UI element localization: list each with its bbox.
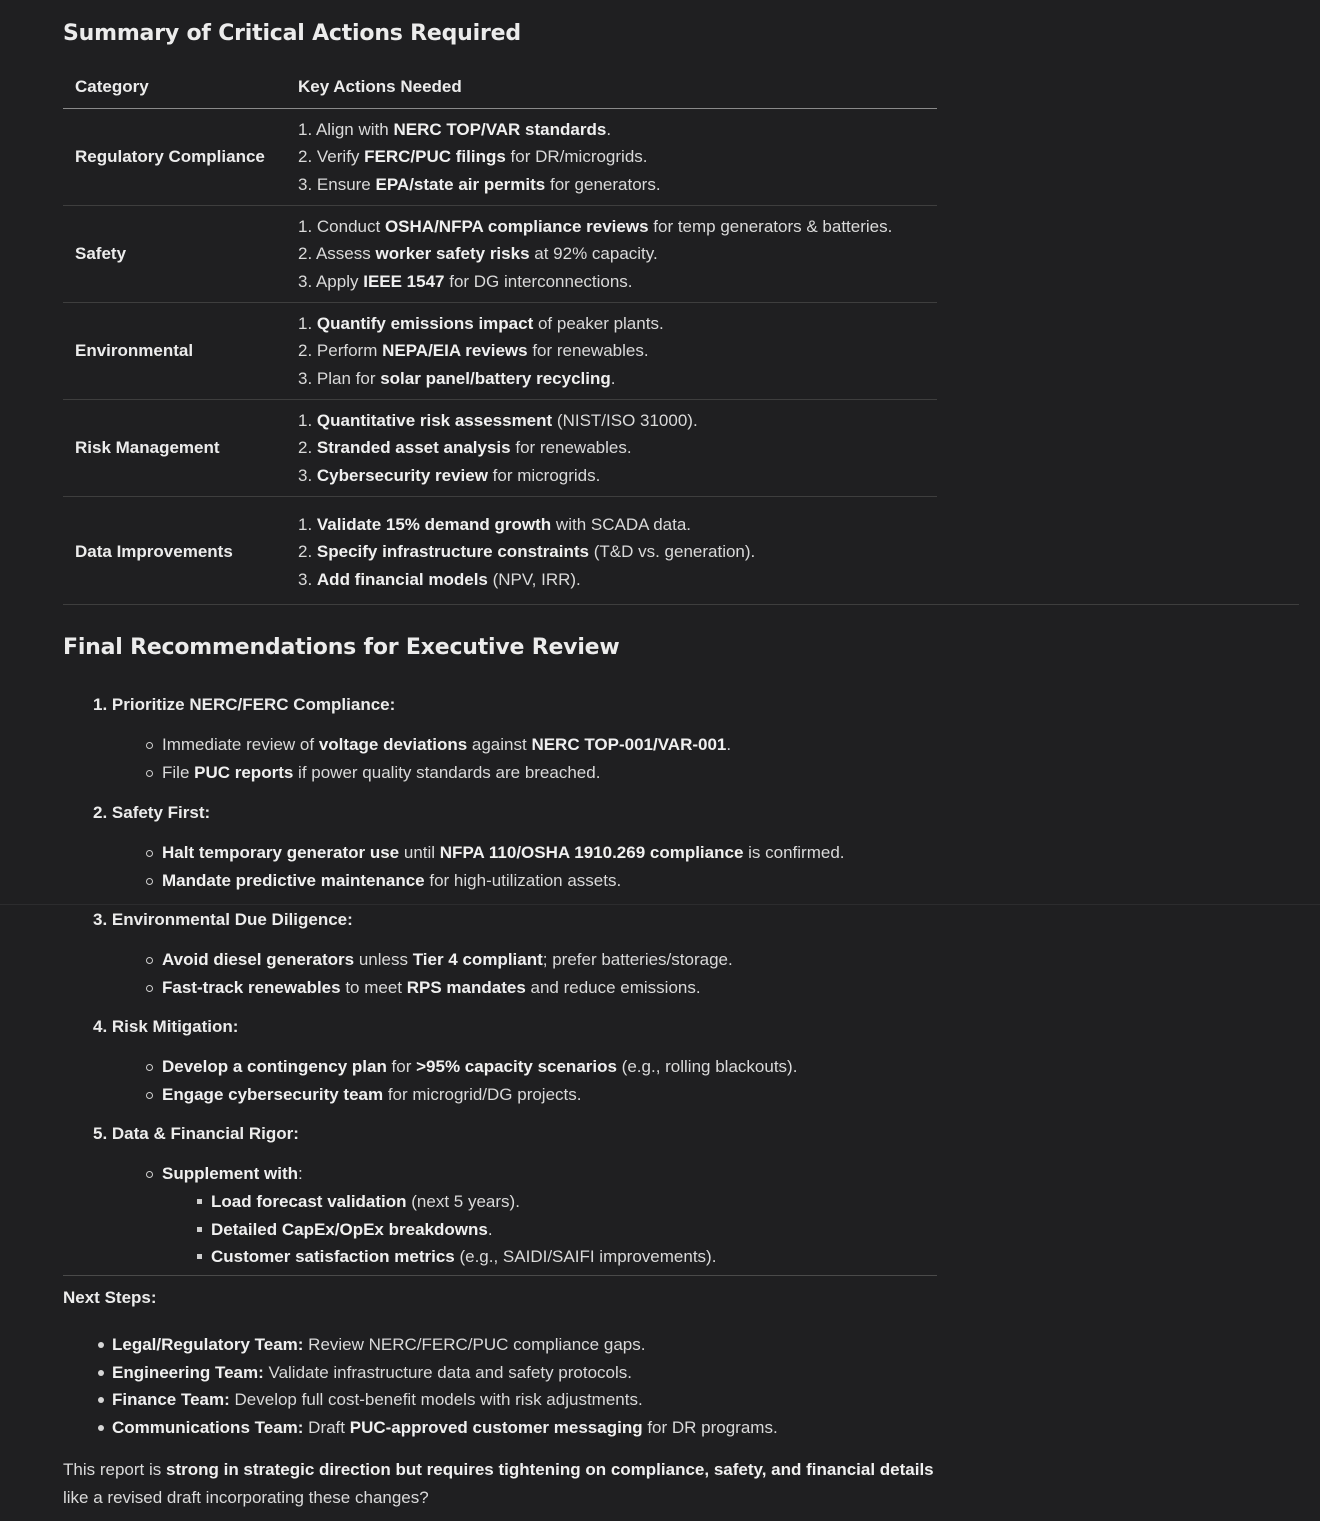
bold-text: NEPA/EIA reviews: [382, 341, 528, 361]
next-steps-heading: Next Steps:: [63, 1288, 157, 1307]
recommendation-subitem: Develop a contingency plan for >95% capacity scenarios (e.g., rolling blackouts).: [162, 1057, 798, 1076]
final-recommendations-heading: Final Recommendations for Executive Review: [63, 635, 620, 660]
action-line: 1. Conduct OSHA/NFPA compliance reviews for temp generators & batteries.: [298, 216, 893, 236]
action-line: 2. Perform NEPA/EIA reviews for renewables.: [298, 341, 649, 361]
screenshot-seam: [0, 904, 1320, 905]
table-body: [63, 109, 937, 608]
recommendation-subitem: Fast-track renewables to meet RPS mandates and reduce emissions.: [162, 978, 701, 997]
category-cell: Risk Management: [63, 400, 286, 497]
category-cell: Regulatory Compliance: [63, 109, 286, 206]
bold-text: NERC TOP-001/VAR-001: [531, 735, 727, 754]
bold-text: Quantitative risk assessment: [316, 410, 553, 430]
bold-text: Legal/Regulatory Team:: [112, 1335, 304, 1354]
bold-text: Engage cybersecurity team: [162, 1085, 384, 1104]
action-line: 3. Ensure EPA/state air permits for generators.: [298, 174, 661, 194]
action-line: 1. Quantitative risk assessment (NIST/ISO 31000).: [298, 410, 698, 430]
actions-cell: [286, 109, 937, 206]
action-line: 2. Assess worker safety risks at 92% capacity.: [298, 244, 658, 264]
table-header-row: [63, 66, 937, 109]
recommendation-title: 1. Prioritize NERC/FERC Compliance:: [93, 695, 396, 714]
bold-text: worker safety risks: [375, 244, 530, 264]
column-header-actions: Key Actions Needed: [286, 66, 937, 109]
recommendation-subitem: File PUC reports if power quality standards are breached.: [162, 763, 601, 782]
table-row: [63, 400, 937, 497]
recommendation-title: 2. Safety First:: [93, 803, 211, 822]
recommendation-subsubitem: Load forecast validation (next 5 years).: [211, 1192, 520, 1211]
table-row: [63, 109, 937, 206]
section-divider-wide: [63, 604, 1299, 605]
bold-text: Specify infrastructure constraints: [316, 542, 589, 562]
recommendation-subitem: Mandate predictive maintenance for high-utilization assets.: [162, 871, 622, 890]
bold-text: NERC TOP/VAR standards: [393, 119, 607, 139]
recommendation-subitem: Avoid diesel generators unless Tier 4 compliant; prefer batteries/storage.: [162, 950, 733, 969]
action-line: 2. Stranded asset analysis for renewables.: [298, 438, 632, 458]
actions-cell: [286, 497, 937, 608]
recommendation-title: 3. Environmental Due Diligence:: [93, 910, 353, 929]
action-line: 3. Apply IEEE 1547 for DG interconnections.: [298, 271, 633, 291]
next-step-item: Finance Team: Develop full cost-benefit models with risk adjustments.: [112, 1390, 643, 1410]
bold-text: Cybersecurity review: [316, 465, 488, 485]
bold-text: Load forecast validation: [211, 1192, 407, 1211]
closing-line: This report is strong in strategic direction but requires tightening on compliance, safety, and financial details: [63, 1460, 934, 1479]
bold-text: Engineering Team:: [112, 1362, 264, 1382]
action-line: 1. Validate 15% demand growth with SCADA data.: [298, 514, 692, 534]
bold-text: FERC/PUC filings: [364, 147, 506, 167]
table-row: [63, 303, 937, 400]
bold-text: voltage deviations: [318, 735, 468, 754]
recommendation-subsubitem: Detailed CapEx/OpEx breakdowns.: [211, 1219, 493, 1239]
bold-text: NFPA 110/OSHA 1910.269 compliance: [439, 843, 744, 862]
bold-text: Stranded asset analysis: [316, 438, 511, 458]
bold-text: >95% capacity scenarios: [416, 1057, 617, 1076]
bold-text: RPS mandates: [406, 978, 526, 997]
bold-text: Develop a contingency plan: [162, 1057, 387, 1076]
bold-text: IEEE 1547: [363, 271, 445, 291]
bold-text: solar panel/battery recycling: [380, 368, 611, 388]
table-row: [63, 497, 937, 608]
column-header-category: Category: [63, 66, 286, 109]
bold-text: Tier 4 compliant: [412, 950, 543, 969]
action-line: 1. Align with NERC TOP/VAR standards.: [298, 119, 612, 139]
bold-text: PUC-approved customer messaging: [349, 1418, 643, 1438]
bold-text: Halt temporary generator use: [162, 843, 400, 862]
critical-actions-table: [63, 66, 937, 607]
bold-text: Validate 15% demand growth: [316, 514, 552, 534]
bold-text: Mandate predictive maintenance: [162, 871, 425, 890]
bold-text: Avoid diesel generators: [162, 950, 355, 969]
bold-text: OSHA/NFPA compliance reviews: [384, 216, 649, 236]
recommendation-subsubitem: Customer satisfaction metrics (e.g., SAIDI/SAIFI improvements).: [211, 1247, 717, 1266]
bold-text: EPA/state air permits: [375, 174, 546, 194]
recommendation-title: 5. Data & Financial Rigor:: [93, 1124, 299, 1143]
bold-text: Quantify emissions impact: [316, 313, 534, 333]
summary-heading: Summary of Critical Actions Required: [63, 21, 521, 46]
action-line: 3. Cybersecurity review for microgrids.: [298, 465, 601, 485]
recommendation-subitem: Immediate review of voltage deviations against NERC TOP-001/VAR-001.: [162, 735, 732, 754]
bold-text: PUC reports: [194, 763, 294, 782]
actions-cell: [286, 303, 937, 400]
recommendation-title: 4. Risk Mitigation:: [93, 1017, 239, 1036]
next-step-item: Communications Team: Draft PUC-approved customer messaging for DR programs.: [112, 1418, 778, 1438]
action-line: 3. Add financial models (NPV, IRR).: [298, 569, 581, 589]
section-divider: [63, 1275, 937, 1276]
category-cell: Safety: [63, 206, 286, 303]
bold-text: Add financial models: [316, 569, 488, 589]
action-line: 3. Plan for solar panel/battery recycling.: [298, 368, 616, 388]
action-line: 1. Quantify emissions impact of peaker plants.: [298, 313, 664, 333]
action-line: 2. Specify infrastructure constraints (T&D vs. generation).: [298, 542, 756, 562]
category-cell: Environmental: [63, 303, 286, 400]
closing-line: like a revised draft incorporating these changes?: [63, 1488, 429, 1507]
bold-text: Fast-track renewables: [162, 978, 341, 997]
closing-paragraph: [63, 1456, 937, 1512]
action-line: 2. Verify FERC/PUC filings for DR/microgrids.: [298, 147, 648, 167]
bold-text: strong in strategic direction but requires tightening on compliance, safety, and financial details: [165, 1460, 934, 1479]
recommendation-subitem: Halt temporary generator use until NFPA 110/OSHA 1910.269 compliance is confirmed.: [162, 843, 845, 862]
recommendation-subitem: Supplement with:: [162, 1164, 303, 1183]
bold-text: Communications Team:: [112, 1418, 304, 1438]
next-step-item: Engineering Team: Validate infrastructure data and safety protocols.: [112, 1362, 632, 1382]
bold-text: Supplement with: [162, 1164, 298, 1183]
table-row: [63, 206, 937, 303]
actions-cell: [286, 400, 937, 497]
actions-cell: [286, 206, 937, 303]
bold-text: Customer satisfaction metrics: [211, 1247, 455, 1266]
category-cell: Data Improvements: [75, 542, 233, 561]
bold-text: Finance Team:: [112, 1390, 230, 1410]
next-step-item: Legal/Regulatory Team: Review NERC/FERC/PUC compliance gaps.: [112, 1335, 646, 1354]
recommendation-subitem: Engage cybersecurity team for microgrid/DG projects.: [162, 1085, 582, 1104]
bold-text: Detailed CapEx/OpEx breakdowns: [211, 1219, 488, 1239]
